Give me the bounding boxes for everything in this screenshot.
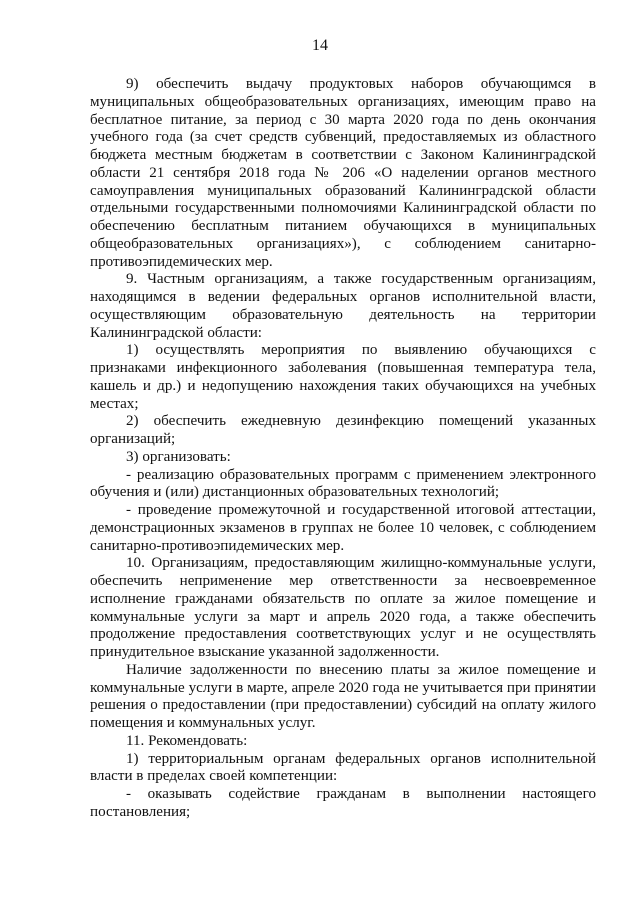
paragraph-bullet-attestation: - проведение промежуточной и государственной итоговой аттестации, демонстрационных экзаменов в группах не более 10 человек, с соблюдением санитарно-противоэпидемических мер. (90, 502, 596, 554)
page-number: 14 (312, 37, 328, 54)
paragraph-section-10-utilities: 10. Организациям, предоставляющим жилищно-коммунальные услуги, обеспечить неприменение мер ответственности за несвоевременное исполнение гражданами обязательств по оплате за жилое помещение и коммунальные услуги за март и апрель 2020 года, а также обеспечить продолжение предоставления соответствующих услуг и не осуществлять принудительное взыскание указанной задолженности. (90, 555, 596, 660)
paragraph-item-1-detection: 1) осуществлять мероприятия по выявлению обучающихся с признаками инфекционного заболевания (повышенная температура тела, кашель и др.) и недопущению нахождения таких обучающихся на учебных местах; (90, 342, 596, 412)
document-body (90, 76, 596, 822)
paragraph-bullet-assist-citizens: - оказывать содействие гражданам в выполнении настоящего постановления; (90, 786, 596, 820)
paragraph-item-3-organize: 3) организовать: (126, 448, 231, 465)
paragraph-item-9-food-kits: 9) обеспечить выдачу продуктовых наборов обучающимся в муниципальных общеобразовательных организациях, имеющим право на бесплатное питание, за период с 30 марта 2020 года по день окончания учебного года (за счет средств субвенций, предоставляемых из областного бюджета местным бюджетам в соответствии с Законом Калининградской области 21 сентября 2018 года № 206 «О наделении органов местного самоуправления муниципальных образований Калининградской области отдельными государственными полномочиями Калининградской области по обеспечению бесплатным питанием обучающихся в муниципальных общеобразовательных организациях»), с соблюдением санитарно-противоэпидемических мер. (90, 76, 596, 270)
paragraph-debt-subsidies: Наличие задолженности по внесению платы за жилое помещение и коммунальные услуги в марте, апреле 2020 года не учитывается при принятии решения о предоставлении (при предоставлении) субсидий на оплату жилого помещения и коммунальных услуг. (90, 661, 596, 731)
paragraph-item-1-federal-bodies: 1) территориальным органам федеральных органов исполнительной власти в пределах своей компетенции: (90, 750, 596, 785)
paragraph-section-9-private-organizations: 9. Частным организациям, а также государственным организациям, находящимся в ведении федеральных органов исполнительной власти, осуществляющим образовательную деятельность на территории Калининградской области: (90, 271, 596, 341)
paragraph-bullet-distance-learning: - реализацию образовательных программ с применением электронного обучения и (или) дистанционных образовательных технологий; (90, 466, 596, 501)
paragraph-section-11-recommend: 11. Рекомендовать: (126, 732, 248, 749)
paragraph-item-2-disinfection: 2) обеспечить ежедневную дезинфекцию помещений указанных организаций; (90, 413, 596, 447)
